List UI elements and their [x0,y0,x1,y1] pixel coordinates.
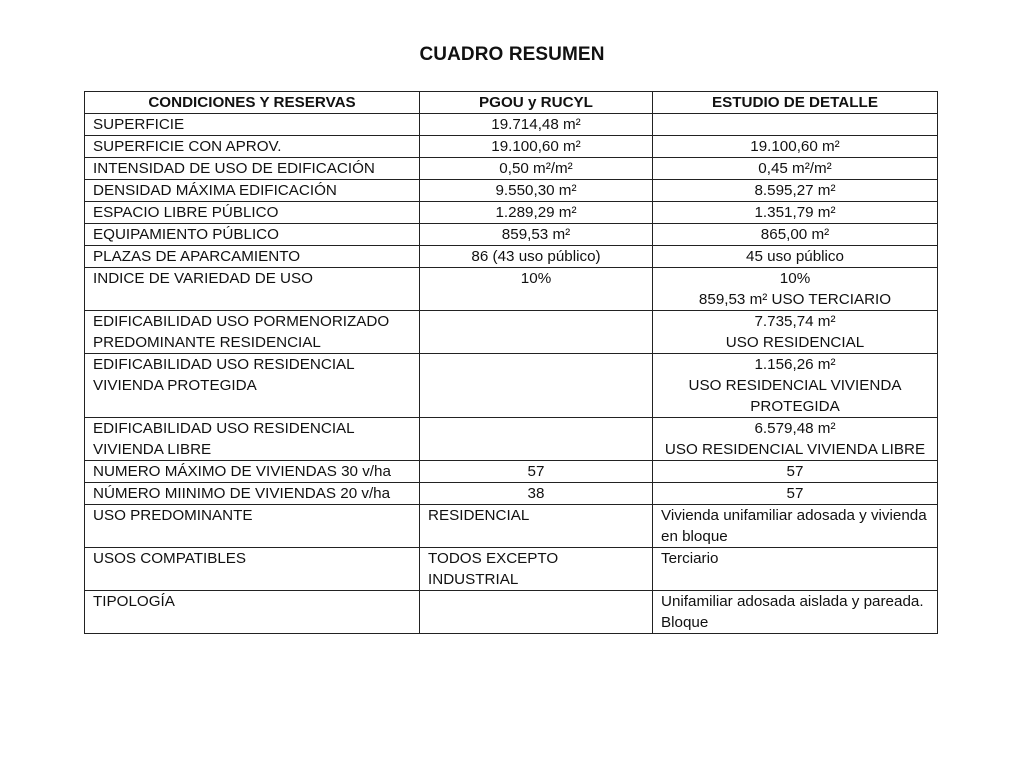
cell-pgou [420,505,653,548]
cell-condition [85,158,420,180]
cell-condition [85,591,420,634]
cell-estudio [653,311,938,354]
cell-text-line: 19.100,60 m² [491,138,581,155]
cell-pgou [420,311,653,354]
cell-text-line: PROTEGIDA [750,398,840,415]
cell-estudio [653,202,938,224]
cell-text-line: EDIFICABILIDAD USO RESIDENCIAL [93,420,355,437]
table-row [85,224,938,246]
cell-condition [85,418,420,461]
cell-text-line: SUPERFICIE [93,116,185,133]
cell-text-line: 865,00 m² [760,226,830,243]
cell-estudio [653,548,938,591]
cell-pgou [420,418,653,461]
page-title: CUADRO RESUMEN [419,44,605,65]
table-row [85,483,938,505]
cell-condition [85,461,420,483]
cell-pgou [420,461,653,483]
cell-condition [85,180,420,202]
cell-condition [85,202,420,224]
cell-estudio [653,461,938,483]
cell-text-line: USO PREDOMINANTE [93,507,253,524]
table-row [85,268,938,311]
cell-condition [85,136,420,158]
cell-text-line: 57 [786,485,804,502]
cell-text-line: VIVIENDA LIBRE [93,441,212,458]
header-pgou: PGOU y RUCYL [420,92,653,114]
cell-estudio [653,246,938,268]
cell-text-line: 9.550,30 m² [495,182,577,199]
cell-condition [85,311,420,354]
cell-text-line: SUPERFICIE CON APROV. [93,138,282,155]
cell-estudio [653,136,938,158]
cell-pgou [420,224,653,246]
cell-text-line: ESPACIO LIBRE PÚBLICO [93,204,279,221]
cell-text-line: 1.351,79 m² [754,204,836,221]
cell-estudio [653,418,938,461]
cell-pgou [420,136,653,158]
cell-estudio [653,180,938,202]
cell-condition [85,114,420,136]
header-conditions: CONDICIONES Y RESERVAS [85,92,420,114]
table-row [85,311,938,354]
table-body [85,114,938,634]
cell-condition [85,246,420,268]
cell-text-line: NUMERO MÁXIMO DE VIVIENDAS 30 v/ha [93,463,391,480]
table-row [85,461,938,483]
cell-text-line: USO RESIDENCIAL VIVIENDA [688,377,902,394]
cell-condition [85,483,420,505]
cell-text-line: 1.289,29 m² [495,204,577,221]
cell-text-line: TIPOLOGÍA [93,593,175,610]
cell-estudio [653,158,938,180]
cell-text-line: USOS COMPATIBLES [93,550,247,567]
table-row [85,136,938,158]
cell-text-line: 8.595,27 m² [754,182,836,199]
cell-pgou [420,202,653,224]
cell-estudio [653,114,938,136]
cell-estudio [653,591,938,634]
cell-estudio [653,354,938,418]
summary-table [84,91,938,634]
cell-text-line: 19.100,60 m² [750,138,840,155]
cell-text-line: en bloque [661,528,728,545]
cell-pgou [420,548,653,591]
cell-condition [85,548,420,591]
cell-text-line: INTENSIDAD DE USO DE EDIFICACIÓN [93,160,375,177]
cell-text-line: VIVIENDA PROTEGIDA [93,377,257,394]
table-row [85,591,938,634]
cell-text-line: 45 uso público [746,248,844,265]
table-row [85,202,938,224]
cell-text-line: 859,53 m² [501,226,571,243]
cell-text-line: PREDOMINANTE RESIDENCIAL [93,334,321,351]
cell-text-line: USO RESIDENCIAL [725,334,865,351]
table-row [85,114,938,136]
cell-text-line: 6.579,48 m² [754,420,836,437]
table-row [85,505,938,548]
cell-text-line: PLAZAS DE APARCAMIENTO [93,248,301,265]
cell-condition [85,505,420,548]
cell-condition [85,224,420,246]
cell-pgou [420,180,653,202]
cell-text-line: 859,53 m² USO TERCIARIO [698,291,892,308]
cell-pgou [420,114,653,136]
cell-text-line: 1.156,26 m² [754,356,836,373]
cell-estudio [653,505,938,548]
cell-text-line: EQUIPAMIENTO PÚBLICO [93,226,279,243]
cell-text-line: EDIFICABILIDAD USO RESIDENCIAL [93,356,355,373]
cell-pgou [420,354,653,418]
table-row [85,418,938,461]
header-estudio: ESTUDIO DE DETALLE [653,92,938,114]
table-header-row [85,92,938,114]
cell-text-line: 19.714,48 m² [491,116,581,133]
cell-text-line: 7.735,74 m² [754,313,836,330]
cell-pgou [420,268,653,311]
cell-text-line: 10% [779,270,811,287]
cell-text-line: DENSIDAD MÁXIMA EDIFICACIÓN [93,182,337,199]
cell-text-line: Bloque [661,614,709,631]
cell-pgou [420,246,653,268]
cell-pgou [420,483,653,505]
cell-text-line: Terciario [661,550,719,567]
cell-text-line: 86 (43 uso público) [471,248,601,265]
cell-text-line: 57 [786,463,804,480]
table-row [85,246,938,268]
cell-text-line: Unifamiliar adosada aislada y pareada. [661,593,924,610]
cell-text-line: 0,45 m²/m² [758,160,832,177]
cell-text-line: USO RESIDENCIAL VIVIENDA LIBRE [664,441,926,458]
table-row [85,354,938,418]
cell-text-line: 57 [527,463,545,480]
cell-condition [85,268,420,311]
cell-text-line: TODOS EXCEPTO [428,550,559,567]
table-row [85,548,938,591]
cell-text-line: EDIFICABILIDAD USO PORMENORIZADO [93,313,390,330]
cell-condition [85,354,420,418]
cell-estudio [653,483,938,505]
cell-pgou [420,158,653,180]
table-row [85,180,938,202]
table-row [85,158,938,180]
cell-text-line: Vivienda unifamiliar adosada y vivienda [661,507,927,524]
cell-estudio [653,268,938,311]
cell-text-line: 10% [520,270,552,287]
cell-text-line: RESIDENCIAL [428,507,530,524]
cell-text-line: INDUSTRIAL [428,571,519,588]
cell-text-line: NÚMERO MIINIMO DE VIVIENDAS 20 v/ha [93,485,391,502]
cell-estudio [653,224,938,246]
cell-text-line: INDICE DE VARIEDAD DE USO [93,270,313,287]
cell-text-line: 38 [527,485,545,502]
cell-pgou [420,591,653,634]
cell-text-line: 0,50 m²/m² [499,160,573,177]
